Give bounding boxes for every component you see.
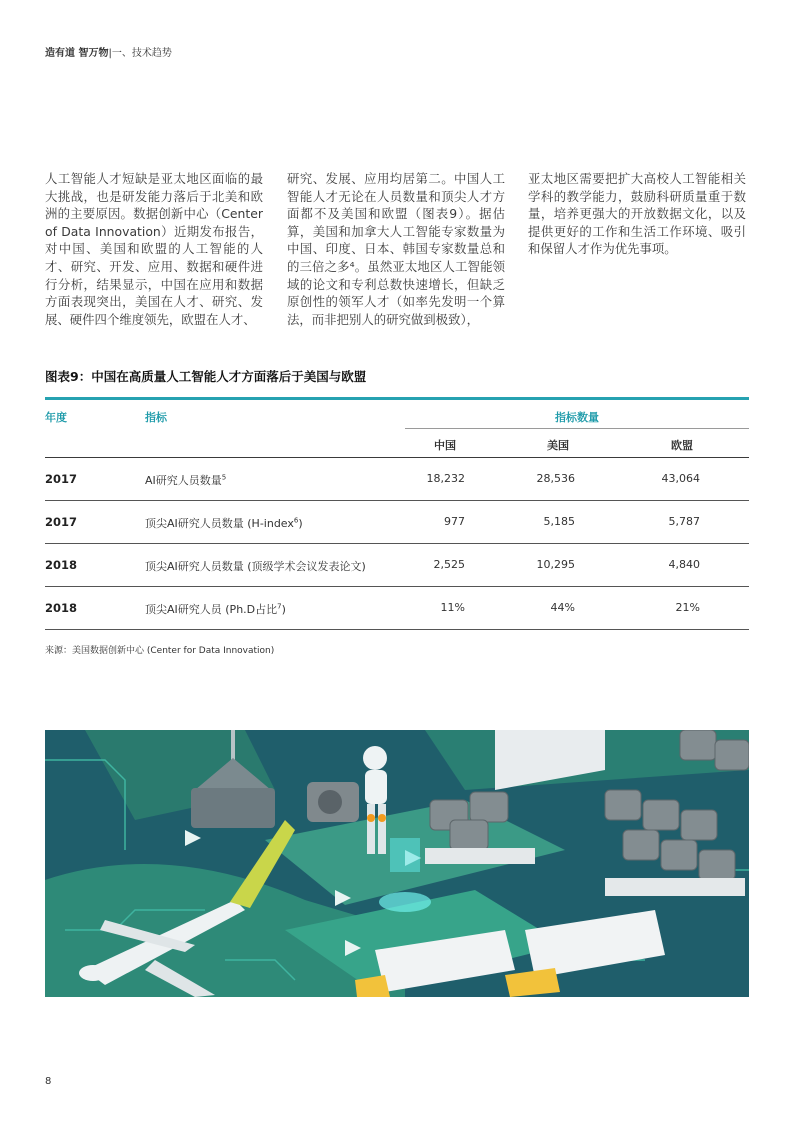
value-usa: 44% — [550, 601, 575, 614]
table-header-row — [45, 400, 749, 429]
value-eu: 21% — [675, 601, 700, 614]
header-metric: 指标 — [145, 411, 167, 424]
table-row — [45, 544, 749, 587]
factory-illustration — [45, 730, 749, 997]
row-metric: AI研究人员数量$^5$ — [145, 473, 227, 487]
value-china: 977 — [444, 515, 465, 528]
body-text-column-3: 亚太地区需要把扩大高校人工智能相关学科的教学能力，鼓励科研质量重于数量，培养更强大的开放数据文化，以及提供更好的工作和生活工作环境、吸引和保留人才作为优先事项。 — [528, 171, 746, 257]
table-row — [45, 501, 749, 544]
value-china: 11% — [440, 601, 465, 614]
row-year: 2017 — [45, 515, 78, 529]
header-year: 年度 — [45, 411, 67, 424]
header-china: 中国 — [434, 439, 456, 452]
body-text-column-1: 人工智能人才短缺是亚太地区面临的最大挑战，也是研发能力落后于北美和欧洲的主要原因。数据创新中心（Center of Data Innovation）近期发布报告，对中国、美国和欧盟的人工智能的人才、研究、开发、应用、数据和硬件进行分析，结果显示，中国在应用和数据方面表现突出，美国在人才、研究、发展、硬件四个维度领先，欧盟在人才、 — [45, 171, 263, 327]
row-year: 2018 — [45, 601, 78, 615]
row-year: 2017 — [45, 472, 78, 486]
row-metric: 顶尖AI研究人员数量 (顶级学术会议发表论文) — [145, 560, 366, 573]
header-eu: 欧盟 — [671, 439, 693, 452]
talent-table — [45, 397, 749, 630]
header-separator: | — [108, 48, 112, 59]
row-metric: 顶尖AI研究人员 (Ph.D占比$^7$) — [145, 602, 286, 616]
value-china: 2,525 — [433, 558, 465, 571]
value-eu: 5,787 — [668, 515, 700, 528]
page-number: 8 — [45, 1076, 52, 1087]
value-china: 18,232 — [426, 472, 465, 485]
value-eu: 43,064 — [661, 472, 700, 485]
body-text-column-2: 研究、发展、应用均居第二。中国人工智能人才无论在人员数量和顶尖人才方面都不及美国和欧盟（图表9）。据估算，美国和加拿大人工智能专家数量为中国、印度、日本、韩国专家数量总和的三倍之多⁴。虽然亚太地区人工智能领域的论文和专利总数快速增长，但缺乏原创性的领军人才（如率先发明一个算法，而非把别人的研究做到极致）， — [287, 171, 505, 327]
row-year: 2018 — [45, 558, 78, 572]
value-usa: 10,295 — [536, 558, 575, 571]
table-row — [45, 587, 749, 630]
header-metric-count: 指标数量 — [555, 411, 599, 424]
table-subheader-row — [45, 429, 749, 458]
row-metric: 顶尖AI研究人员数量 (H-index$^6$) — [145, 516, 303, 530]
header-brand: 造有道 智万物 — [45, 48, 109, 59]
value-usa: 5,185 — [543, 515, 575, 528]
header-usa: 美国 — [547, 439, 569, 452]
running-header — [45, 44, 172, 59]
value-eu: 4,840 — [668, 558, 700, 571]
figure-source: 来源：美国数据创新中心 (Center for Data Innovation) — [45, 646, 275, 656]
table-row — [45, 458, 749, 501]
figure-title: 图表9：中国在高质量人工智能人才方面落后于美国与欧盟 — [45, 369, 367, 384]
value-usa: 28,536 — [536, 472, 575, 485]
header-section: 一、技术趋势 — [111, 48, 172, 59]
